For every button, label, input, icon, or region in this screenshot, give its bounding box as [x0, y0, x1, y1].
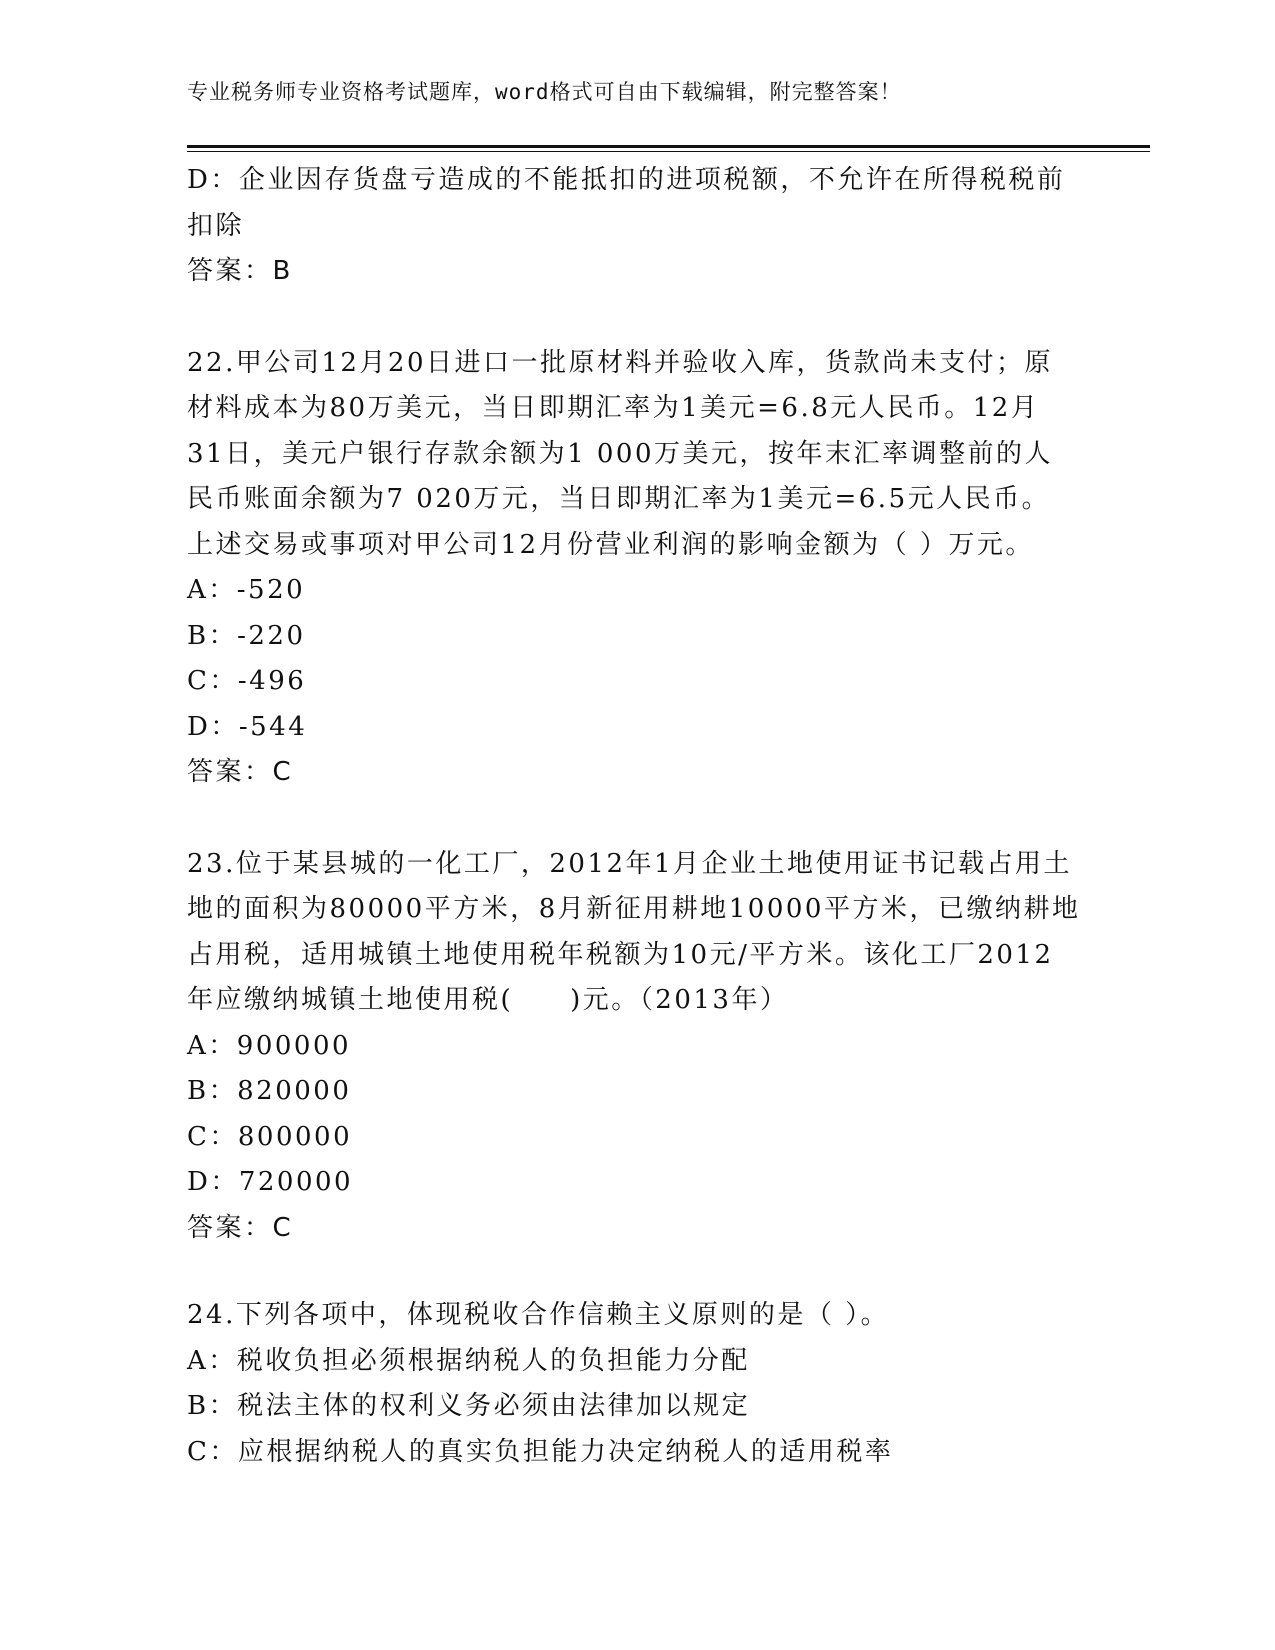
spacer: [187, 1251, 1087, 1293]
option-c: C：-496: [187, 666, 307, 696]
option-b: B：-220: [187, 620, 306, 651]
document-body: [187, 158, 1087, 1475]
question-22: [187, 341, 1087, 796]
option-b: B：税法主体的权利义务必须由法律加以规定: [187, 1391, 751, 1421]
option-c: C：应根据纳税人的真实负担能力决定纳税人的适用税率: [187, 1436, 894, 1467]
question-text-line: 地的面积为80000平方米，8月新征用耕地10000平方米，已缴纳耕地: [187, 894, 1081, 924]
option-d-continued: 扣除: [187, 210, 245, 241]
header-divider-thick: [187, 145, 1150, 148]
spacer: [187, 295, 1087, 341]
option-a: A：900000: [187, 1030, 352, 1061]
option-d: D：720000: [187, 1167, 354, 1197]
question-text-line: 材料成本为80万美元，当日即期汇率为1美元=6.8元人民币。12月: [187, 393, 1040, 423]
question-text-line: 占用税，适用城镇土地使用税年税额为10元/平方米。该化工厂2012: [187, 939, 1054, 970]
question-text-line: 22.甲公司12月20日进口一批原材料并验收入库，货款尚未支付；原: [187, 347, 1054, 378]
option-a: A：-520: [187, 575, 306, 605]
question-text-line: 民币账面余额为7 020万元，当日即期汇率为1美元=6.5元人民币。: [187, 484, 1051, 514]
header-divider-thin: [187, 151, 1150, 152]
question-text-line: 24.下列各项中，体现税收合作信赖主义原则的是（ ）。: [187, 1300, 890, 1330]
option-b: B：820000: [187, 1076, 352, 1106]
question-23: [187, 842, 1087, 1252]
page-header: 专业税务师专业资格考试题库，word格式可自由下载编辑，附完整答案！: [187, 80, 902, 104]
question-text-line: 23.位于某县城的一化工厂，2012年1月企业土地使用证书记载占用土: [187, 848, 1073, 879]
question-text-line: 上述交易或事项对甲公司12月份营业利润的影响金额为（ ）万元。: [187, 529, 1034, 560]
option-c: C：800000: [187, 1121, 353, 1152]
question-24: [187, 1293, 1087, 1475]
answer: 答案：C: [187, 757, 294, 787]
question-text-line: 年应缴纳城镇土地使用税( )元。（2013年）: [187, 985, 789, 1015]
option-a: A：税收负担必须根据纳税人的负担能力分配: [187, 1345, 750, 1376]
answer: 答案：B: [187, 256, 293, 286]
answer: 答案：C: [187, 1212, 294, 1243]
option-d: D：-544: [187, 711, 308, 742]
question-text-line: 31日，美元户银行存款余额为1 000万美元，按年末汇率调整前的人: [187, 438, 1054, 469]
option-d: D：企业因存货盘亏造成的不能抵扣的进项税额，不允许在所得税税前: [187, 165, 1066, 195]
spacer: [187, 796, 1087, 842]
